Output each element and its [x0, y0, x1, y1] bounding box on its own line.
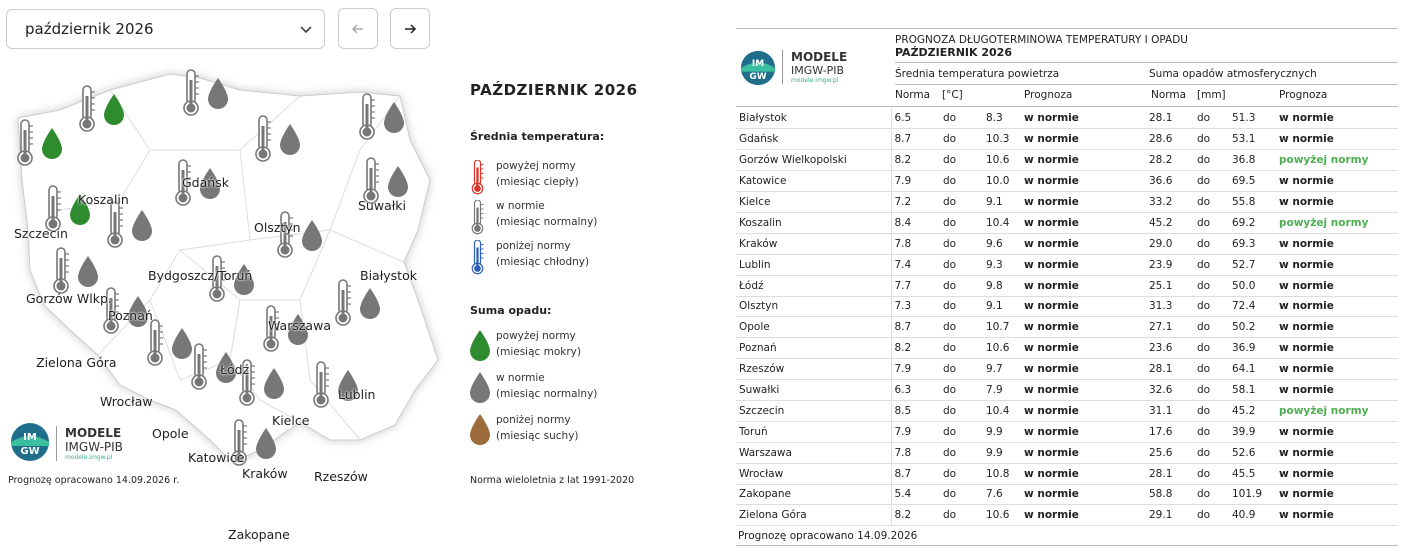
table-cell: Poznań	[736, 338, 891, 359]
table-cell: 10.0	[983, 171, 1021, 192]
table-cell: 8.5	[891, 400, 940, 421]
precip-unit-header: [mm]	[1197, 89, 1226, 101]
table-cell: 69.3	[1229, 233, 1276, 254]
table-cell: w normie	[1021, 317, 1146, 338]
table-cell: do	[1194, 484, 1229, 505]
city-label: Lublin	[338, 387, 376, 402]
table-row	[736, 463, 1398, 484]
table-row	[736, 338, 1398, 359]
table-cell: 72.4	[1229, 296, 1276, 317]
table-cell: do	[940, 129, 983, 150]
table-cell: w normie	[1276, 421, 1398, 442]
table-cell: do	[1194, 150, 1229, 171]
table-cell: 25.6	[1146, 442, 1194, 463]
table-cell: 7.8	[891, 233, 940, 254]
temp-prognoza-header: Prognoza	[1024, 89, 1073, 101]
temp-unit-header: [°C]	[942, 89, 963, 101]
table-cell: 8.2	[891, 338, 940, 359]
table-cell: Gdańsk	[736, 129, 891, 150]
table-cell: w normie	[1021, 338, 1146, 359]
legend-item-label: poniżej normy	[496, 414, 571, 426]
table-cell: w normie	[1276, 171, 1398, 192]
table-cell: w normie	[1021, 442, 1146, 463]
month-select-value: październik 2026	[25, 20, 154, 38]
legend-item-label: powyżej normy	[496, 160, 576, 172]
table-cell: 8.2	[891, 505, 940, 526]
legend-temp-header: Średnia temperatura:	[470, 130, 605, 143]
table-cell: 27.1	[1146, 317, 1194, 338]
table-cell: do	[940, 484, 983, 505]
table-cell: w normie	[1021, 212, 1146, 233]
forecast-table	[736, 108, 1398, 526]
month-select[interactable]	[6, 9, 325, 49]
table-cell: 25.1	[1146, 275, 1194, 296]
table-cell: 51.3	[1229, 108, 1276, 129]
table-cell: 10.8	[983, 463, 1021, 484]
table-cell: 8.7	[891, 463, 940, 484]
table-cell: Lublin	[736, 254, 891, 275]
table-cell: w normie	[1021, 254, 1146, 275]
table-cell: w normie	[1276, 192, 1398, 213]
table-cell: do	[1194, 171, 1229, 192]
table-cell: w normie	[1021, 233, 1146, 254]
svg-text:GW: GW	[749, 71, 767, 82]
city-label: Koszalin	[78, 192, 129, 207]
table-cell: 36.9	[1229, 338, 1276, 359]
logo-line-3: modele.imgw.pl	[65, 454, 113, 461]
table-row	[736, 421, 1398, 442]
table-cell: w normie	[1021, 421, 1146, 442]
table-cell: 32.6	[1146, 380, 1194, 401]
logo-line-2: IMGW-PIB	[65, 440, 123, 454]
legend-item-sublabel: (miesiąc normalny)	[496, 388, 598, 400]
table-cell: 40.9	[1229, 505, 1276, 526]
imgw-logo-table	[738, 50, 848, 89]
table-cell: Opole	[736, 317, 891, 338]
legend-item-sublabel: (miesiąc mokry)	[496, 346, 581, 358]
table-cell: 9.1	[983, 296, 1021, 317]
temp-group-header: Średnia temperatura powietrza	[895, 68, 1060, 80]
legend-icon	[470, 414, 490, 450]
table-cell: 10.6	[983, 505, 1021, 526]
table-cell: 45.5	[1229, 463, 1276, 484]
table-cell: 8.4	[891, 212, 940, 233]
table-row	[736, 442, 1398, 463]
raindrop-icon	[470, 330, 490, 361]
table-cell: w normie	[1021, 484, 1146, 505]
table-cell: w normie	[1276, 484, 1398, 505]
table-cell: do	[940, 296, 983, 317]
table-row	[736, 317, 1398, 338]
table-cell: w normie	[1021, 171, 1146, 192]
table-cell: 7.6	[983, 484, 1021, 505]
arrow-left-icon	[351, 22, 365, 36]
table-cell: 29.1	[1146, 505, 1194, 526]
city-label: Warszawa	[268, 318, 331, 333]
table-footer: Prognozę opracowano 14.09.2026	[738, 530, 918, 542]
table-cell: 8.7	[891, 317, 940, 338]
table-cell: w normie	[1021, 380, 1146, 401]
table-cell: do	[940, 421, 983, 442]
table-cell: 6.5	[891, 108, 940, 129]
city-label: Poznań	[108, 308, 153, 323]
table-cell: do	[940, 442, 983, 463]
table-cell: Szczecin	[736, 400, 891, 421]
table-row	[736, 171, 1398, 192]
svg-text:IM: IM	[23, 432, 37, 443]
thermometer-icon	[472, 160, 483, 194]
table-cell: 9.3	[983, 254, 1021, 275]
legend-item-label: poniżej normy	[496, 240, 571, 252]
table-cell: w normie	[1021, 192, 1146, 213]
table-cell: w normie	[1276, 380, 1398, 401]
city-label: Rzeszów	[314, 469, 368, 484]
map-footer: Prognozę opracowano 14.09.2026 r.	[8, 475, 180, 486]
legend-icon	[470, 240, 488, 280]
chevron-down-icon	[298, 21, 314, 37]
table-cell: Białystok	[736, 108, 891, 129]
table-cell: w normie	[1276, 296, 1398, 317]
legend-item-sublabel: (miesiąc suchy)	[496, 430, 579, 442]
table-cell: do	[1194, 338, 1229, 359]
table-cell: 7.4	[891, 254, 940, 275]
table-cell: w normie	[1276, 233, 1398, 254]
table-cell: do	[1194, 212, 1229, 233]
table-cell: 10.6	[983, 338, 1021, 359]
logo-line-1: MODELE	[65, 426, 122, 440]
table-row	[736, 233, 1398, 254]
table-cell: 7.9	[983, 380, 1021, 401]
table-cell: do	[940, 150, 983, 171]
table-cell: do	[940, 254, 983, 275]
table-cell: 7.9	[891, 359, 940, 380]
legend-item	[496, 328, 581, 360]
city-label: Olsztyn	[254, 220, 301, 235]
legend-item-label: w normie	[496, 372, 545, 384]
table-cell: 52.6	[1229, 442, 1276, 463]
legend-icon	[470, 160, 488, 200]
table-cell: 50.0	[1229, 275, 1276, 296]
table-cell: w normie	[1276, 108, 1398, 129]
table-cell: 9.8	[983, 275, 1021, 296]
table-row	[736, 192, 1398, 213]
table-cell: 7.3	[891, 296, 940, 317]
table-cell: 45.2	[1229, 400, 1276, 421]
legend-item	[496, 238, 589, 270]
table-cell: Gorzów Wielkopolski	[736, 150, 891, 171]
table-row	[736, 150, 1398, 171]
table-row	[736, 108, 1398, 129]
imgw-logo-mark-small	[738, 50, 778, 86]
table-cell: 5.4	[891, 484, 940, 505]
table-cell: Łódź	[736, 275, 891, 296]
table-cell: do	[940, 359, 983, 380]
table-logo-line-2: IMGW-PIB	[791, 64, 845, 77]
table-cell: do	[1194, 505, 1229, 526]
table-cell: 36.6	[1146, 171, 1194, 192]
table-cell: powyżej normy	[1276, 400, 1398, 421]
precip-prognoza-header: Prognoza	[1279, 89, 1328, 101]
table-cell: Katowice	[736, 171, 891, 192]
table-cell: 9.1	[983, 192, 1021, 213]
table-cell: 69.5	[1229, 171, 1276, 192]
table-cell: w normie	[1021, 296, 1146, 317]
table-cell: do	[940, 192, 983, 213]
table-cell: 7.8	[891, 442, 940, 463]
prev-month-button[interactable]	[338, 8, 378, 49]
table-cell: Olsztyn	[736, 296, 891, 317]
table-cell: Kielce	[736, 192, 891, 213]
legend-item	[496, 158, 579, 190]
table-cell: do	[1194, 421, 1229, 442]
precip-group-header: Suma opadów atmosferycznych	[1149, 68, 1317, 80]
table-cell: do	[940, 400, 983, 421]
table-logo-line-3: modele.imgw.pl	[791, 77, 839, 84]
table-cell: w normie	[1021, 108, 1146, 129]
city-label: Gorzów Wlkp.	[26, 291, 112, 306]
legend-item	[496, 198, 597, 230]
table-cell: do	[940, 275, 983, 296]
table-row	[736, 296, 1398, 317]
city-label: Zakopane	[228, 527, 290, 542]
table-row	[736, 505, 1398, 526]
raindrop-icon	[470, 414, 490, 445]
imgw-logo-map	[8, 422, 123, 466]
city-label: Kraków	[242, 466, 288, 481]
legend-icon	[470, 200, 488, 240]
table-cell: do	[1194, 317, 1229, 338]
table-cell: do	[940, 108, 983, 129]
arrow-right-icon	[403, 22, 417, 36]
table-cell: do	[1194, 275, 1229, 296]
legend-icon	[470, 330, 490, 366]
city-label: Łódź	[220, 362, 250, 377]
table-cell: 45.2	[1146, 212, 1194, 233]
table-cell: 7.9	[891, 171, 940, 192]
table-row	[736, 400, 1398, 421]
next-month-button[interactable]	[390, 8, 430, 49]
table-cell: w normie	[1021, 359, 1146, 380]
table-cell: w normie	[1276, 275, 1398, 296]
table-cell: Kraków	[736, 233, 891, 254]
table-cell: do	[1194, 380, 1229, 401]
table-cell: do	[940, 171, 983, 192]
legend-item-label: powyżej normy	[496, 330, 576, 342]
table-cell: 29.0	[1146, 233, 1194, 254]
table-cell: do	[940, 380, 983, 401]
legend-icon	[470, 372, 490, 408]
table-cell: 23.9	[1146, 254, 1194, 275]
legend-item-sublabel: (miesiąc normalny)	[496, 216, 598, 228]
city-label: Suwałki	[358, 198, 407, 213]
table-cell: 33.2	[1146, 192, 1194, 213]
table-cell: do	[940, 212, 983, 233]
table-cell: 58.1	[1229, 380, 1276, 401]
table-row	[736, 129, 1398, 150]
table-cell: w normie	[1276, 359, 1398, 380]
norm-note: Norma wieloletnia z lat 1991-2020	[470, 475, 635, 486]
table-cell: w normie	[1276, 317, 1398, 338]
table-cell: 31.3	[1146, 296, 1194, 317]
table-cell: 8.3	[983, 108, 1021, 129]
temp-norma-header: Norma	[895, 89, 931, 101]
table-cell: 9.9	[983, 442, 1021, 463]
legend-item	[496, 412, 579, 444]
table-cell: 17.6	[1146, 421, 1194, 442]
table-cell: 39.9	[1229, 421, 1276, 442]
table-cell: 9.7	[983, 359, 1021, 380]
table-cell: do	[1194, 442, 1229, 463]
city-label: Gdańsk	[182, 175, 229, 190]
table-cell: 53.1	[1229, 129, 1276, 150]
city-label: Opole	[152, 426, 189, 441]
legend-title: PAŹDZIERNIK 2026	[470, 81, 638, 99]
table-row	[736, 359, 1398, 380]
table-cell: 23.6	[1146, 338, 1194, 359]
table-cell: Toruń	[736, 421, 891, 442]
table-cell: Warszawa	[736, 442, 891, 463]
legend-item-sublabel: (miesiąc ciepły)	[496, 176, 579, 188]
table-cell: 7.7	[891, 275, 940, 296]
table-cell: Rzeszów	[736, 359, 891, 380]
table-cell: w normie	[1276, 505, 1398, 526]
table-cell: 28.1	[1146, 359, 1194, 380]
table-cell: do	[940, 338, 983, 359]
table-row	[736, 484, 1398, 505]
table-cell: 50.2	[1229, 317, 1276, 338]
city-label: Szczecin	[14, 226, 68, 241]
table-subtitle: PAŹDZIERNIK 2026	[895, 46, 1012, 59]
table-cell: w normie	[1021, 463, 1146, 484]
table-cell: do	[1194, 400, 1229, 421]
table-cell: do	[1194, 463, 1229, 484]
legend-precip-header: Suma opadu:	[470, 304, 552, 317]
imgw-logo-mark	[8, 422, 52, 462]
city-label: Białystok	[360, 268, 417, 283]
table-cell: 101.9	[1229, 484, 1276, 505]
svg-text:IM: IM	[751, 59, 765, 70]
legend-item-label: w normie	[496, 200, 545, 212]
table-cell: 28.1	[1146, 108, 1194, 129]
table-cell: 64.1	[1229, 359, 1276, 380]
table-cell: w normie	[1021, 400, 1146, 421]
table-row	[736, 275, 1398, 296]
table-cell: 10.6	[983, 150, 1021, 171]
table-cell: 10.7	[983, 317, 1021, 338]
table-cell: do	[940, 463, 983, 484]
table-cell: w normie	[1276, 338, 1398, 359]
table-cell: 58.8	[1146, 484, 1194, 505]
table-cell: w normie	[1021, 129, 1146, 150]
table-cell: Koszalin	[736, 212, 891, 233]
table-cell: do	[1194, 233, 1229, 254]
city-label: Kielce	[272, 413, 310, 428]
table-cell: 52.7	[1229, 254, 1276, 275]
table-cell: 9.6	[983, 233, 1021, 254]
table-row	[736, 380, 1398, 401]
table-row	[736, 254, 1398, 275]
table-cell: 7.2	[891, 192, 940, 213]
table-cell: 28.6	[1146, 129, 1194, 150]
table-cell: w normie	[1276, 254, 1398, 275]
legend-item-sublabel: (miesiąc chłodny)	[496, 256, 590, 268]
table-title: PROGNOZA DŁUGOTERMINOWA TEMPERATURY I OPADU	[895, 34, 1188, 46]
table-cell: w normie	[1276, 129, 1398, 150]
table-row	[736, 212, 1398, 233]
table-cell: 9.9	[983, 421, 1021, 442]
table-cell: do	[1194, 129, 1229, 150]
table-cell: 28.2	[1146, 150, 1194, 171]
table-cell: w normie	[1021, 505, 1146, 526]
city-label: Zielona Góra	[36, 355, 117, 370]
city-label: Bydgoszcz/Toruń	[148, 268, 253, 283]
table-cell: 10.3	[983, 129, 1021, 150]
table-cell: Zakopane	[736, 484, 891, 505]
table-cell: w normie	[1276, 463, 1398, 484]
table-cell: do	[940, 505, 983, 526]
table-cell: powyżej normy	[1276, 150, 1398, 171]
table-cell: w normie	[1021, 150, 1146, 171]
table-cell: do	[940, 317, 983, 338]
svg-text:GW: GW	[20, 446, 40, 457]
table-cell: 8.2	[891, 150, 940, 171]
thermometer-icon	[472, 240, 483, 274]
city-label: Katowice	[188, 450, 245, 465]
table-logo-line-1: MODELE	[791, 50, 848, 64]
table-cell: Suwałki	[736, 380, 891, 401]
table-cell: do	[1194, 192, 1229, 213]
table-cell: w normie	[1276, 442, 1398, 463]
table-cell: Wrocław	[736, 463, 891, 484]
table-cell: Zielona Góra	[736, 505, 891, 526]
table-cell: 36.8	[1229, 150, 1276, 171]
table-cell: 8.7	[891, 129, 940, 150]
table-cell: 10.4	[983, 400, 1021, 421]
table-cell: do	[1194, 254, 1229, 275]
table-cell: 7.9	[891, 421, 940, 442]
table-cell: powyżej normy	[1276, 212, 1398, 233]
table-cell: 10.4	[983, 212, 1021, 233]
legend-item	[496, 370, 597, 402]
table-cell: 31.1	[1146, 400, 1194, 421]
table-cell: do	[1194, 359, 1229, 380]
thermometer-icon	[472, 200, 483, 234]
table-cell: do	[1194, 296, 1229, 317]
table-cell: 28.1	[1146, 463, 1194, 484]
city-label: Wrocław	[100, 394, 153, 409]
table-cell: do	[1194, 108, 1229, 129]
table-cell: 55.8	[1229, 192, 1276, 213]
table-cell: w normie	[1021, 275, 1146, 296]
table-cell: 69.2	[1229, 212, 1276, 233]
table-cell: do	[940, 233, 983, 254]
table-cell: 6.3	[891, 380, 940, 401]
precip-norma-header: Norma	[1151, 89, 1187, 101]
raindrop-icon	[470, 372, 490, 403]
